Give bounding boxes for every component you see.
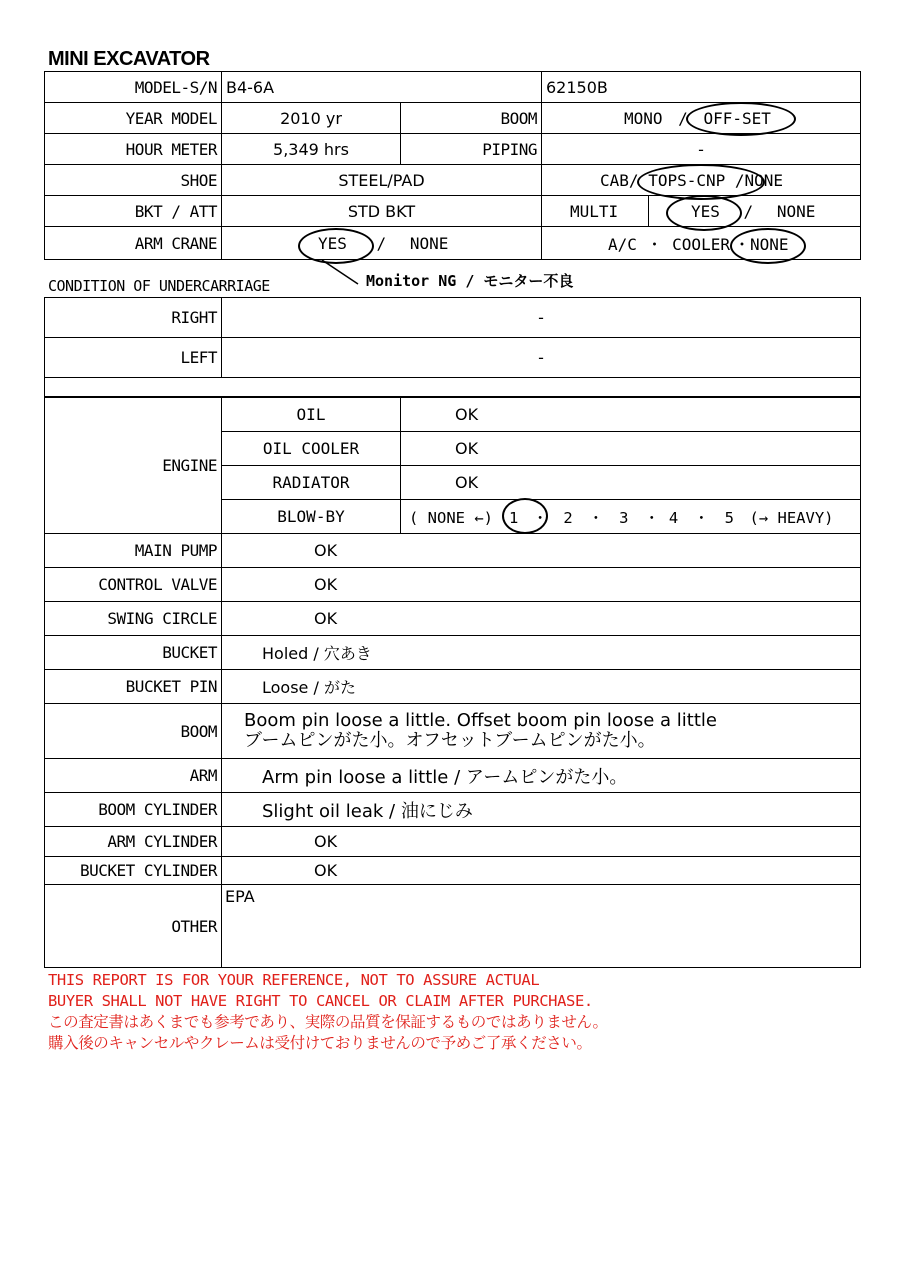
boom-type-label: BOOM — [401, 103, 542, 134]
shoe-label: SHOE — [45, 165, 222, 196]
control-valve-value: OK — [222, 568, 861, 602]
disclaimer — [48, 970, 608, 1054]
multi-options: YES / NONE — [649, 196, 861, 227]
right-value: - — [222, 298, 861, 338]
armcrane-none: NONE — [409, 233, 449, 253]
ac-label: A/C ・ COOLER — [608, 234, 730, 254]
boom-value — [222, 704, 861, 759]
oilcooler-label: OIL COOLER — [222, 432, 401, 466]
page-title: MINI EXCAVATOR — [48, 48, 210, 70]
other-value: EPA — [222, 885, 861, 968]
cab-tops: TOPS-CNP — [648, 170, 726, 190]
bucket-pin-label: BUCKET PIN — [45, 670, 222, 704]
undercarriage-table — [44, 297, 861, 397]
cab-label: CAB — [600, 170, 629, 190]
note-pointer — [320, 258, 360, 288]
bkt-label: BKT / ATT — [45, 196, 222, 227]
model-label: MODEL-S/N — [45, 72, 222, 103]
boom-mono: MONO — [624, 108, 663, 128]
piping-value: - — [542, 134, 861, 165]
other-label: OTHER — [45, 885, 222, 968]
main-pump-label: MAIN PUMP — [45, 534, 222, 568]
bucket-value: Holed / 穴あき — [222, 636, 861, 670]
left-value: - — [222, 338, 861, 378]
boom-type-options: MONO / OFF-SET — [542, 103, 861, 134]
disclaimer-line-3: この査定書はあくまでも参考であり、実際の品質を保証するものではありません。 — [48, 1013, 608, 1031]
blowby-label: BLOW-BY — [222, 500, 401, 534]
oil-value: OK — [401, 398, 861, 432]
disclaimer-line-2: BUYER SHALL NOT HAVE RIGHT TO CANCEL OR CLAIM AFTER PURCHASE. — [48, 992, 593, 1010]
cab-options: CAB/ TOPS-CNP /NONE — [542, 165, 861, 196]
shoe-value: STEEL/PAD — [222, 165, 542, 196]
bucket-cylinder-label: BUCKET CYLINDER — [45, 857, 222, 885]
boom-cylinder-value: Slight oil leak / 油にじみ — [222, 793, 861, 827]
machine-info-table — [44, 71, 861, 260]
disclaimer-line-1: THIS REPORT IS FOR YOUR REFERENCE, NOT TO ASSURE ACTUAL — [48, 971, 540, 989]
serial-value: 62150B — [542, 72, 861, 103]
swing-circle-value: OK — [222, 602, 861, 636]
undercarriage-heading: CONDITION OF UNDERCARRIAGE — [48, 277, 270, 295]
left-label: LEFT — [45, 338, 222, 378]
condition-table — [44, 397, 861, 968]
monitor-note: Monitor NG / モニター不良 — [366, 272, 574, 290]
boom-line-1: Boom pin loose a little. Offset boom pin loose a little — [244, 710, 717, 731]
engine-label: ENGINE — [45, 398, 222, 534]
armcrane-yes: YES — [318, 233, 347, 253]
armcrane-label: ARM CRANE — [45, 227, 222, 260]
boom-line-2: ブームピンがた小。オフセットブームピンがた小。 — [244, 730, 656, 751]
disclaimer-line-4: 購入後のキャンセルやクレームは受付けておりませんので予めご了承ください。 — [48, 1034, 592, 1052]
cab-none: NONE — [744, 170, 784, 190]
arm-label: ARM — [45, 759, 222, 793]
model-value: B4-6A — [222, 72, 542, 103]
blowby-scale: ( NONE ←) 1 ・ 2 ・ 3 ・ 4 ・ 5 (→ HEAVY) — [401, 500, 861, 534]
year-value: 2010 yr — [222, 103, 401, 134]
bucket-label: BUCKET — [45, 636, 222, 670]
blowby-level-1: 1 — [509, 508, 519, 527]
bkt-value: STD BKT — [222, 196, 542, 227]
right-label: RIGHT — [45, 298, 222, 338]
main-pump-value: OK — [222, 534, 861, 568]
arm-cylinder-label: ARM CYLINDER — [45, 827, 222, 857]
year-label: YEAR MODEL — [45, 103, 222, 134]
bucket-pin-value: Loose / がた — [222, 670, 861, 704]
arm-value: Arm pin loose a little / アームピンがた小。 — [222, 759, 861, 793]
hour-label: HOUR METER — [45, 134, 222, 165]
arm-cylinder-value: OK — [222, 827, 861, 857]
oil-label: OIL — [222, 398, 401, 432]
multi-none: NONE — [776, 201, 816, 221]
oilcooler-value: OK — [401, 432, 861, 466]
hour-value: 5,349 hrs — [222, 134, 401, 165]
boom-offset: OFF-SET — [703, 108, 771, 128]
radiator-label: RADIATOR — [222, 466, 401, 500]
bucket-cylinder-value: OK — [222, 857, 861, 885]
control-valve-label: CONTROL VALVE — [45, 568, 222, 602]
ac-none: NONE — [749, 234, 789, 254]
spacer-row — [45, 378, 861, 397]
swing-circle-label: SWING CIRCLE — [45, 602, 222, 636]
ac-options: A/C ・ COOLER ・NONE — [542, 227, 861, 260]
multi-label: MULTI — [542, 196, 649, 227]
armcrane-options: YES / NONE — [222, 227, 542, 260]
boom-label: BOOM — [45, 704, 222, 759]
multi-yes: YES — [691, 201, 720, 221]
radiator-value: OK — [401, 466, 861, 500]
piping-label: PIPING — [401, 134, 542, 165]
boom-cylinder-label: BOOM CYLINDER — [45, 793, 222, 827]
